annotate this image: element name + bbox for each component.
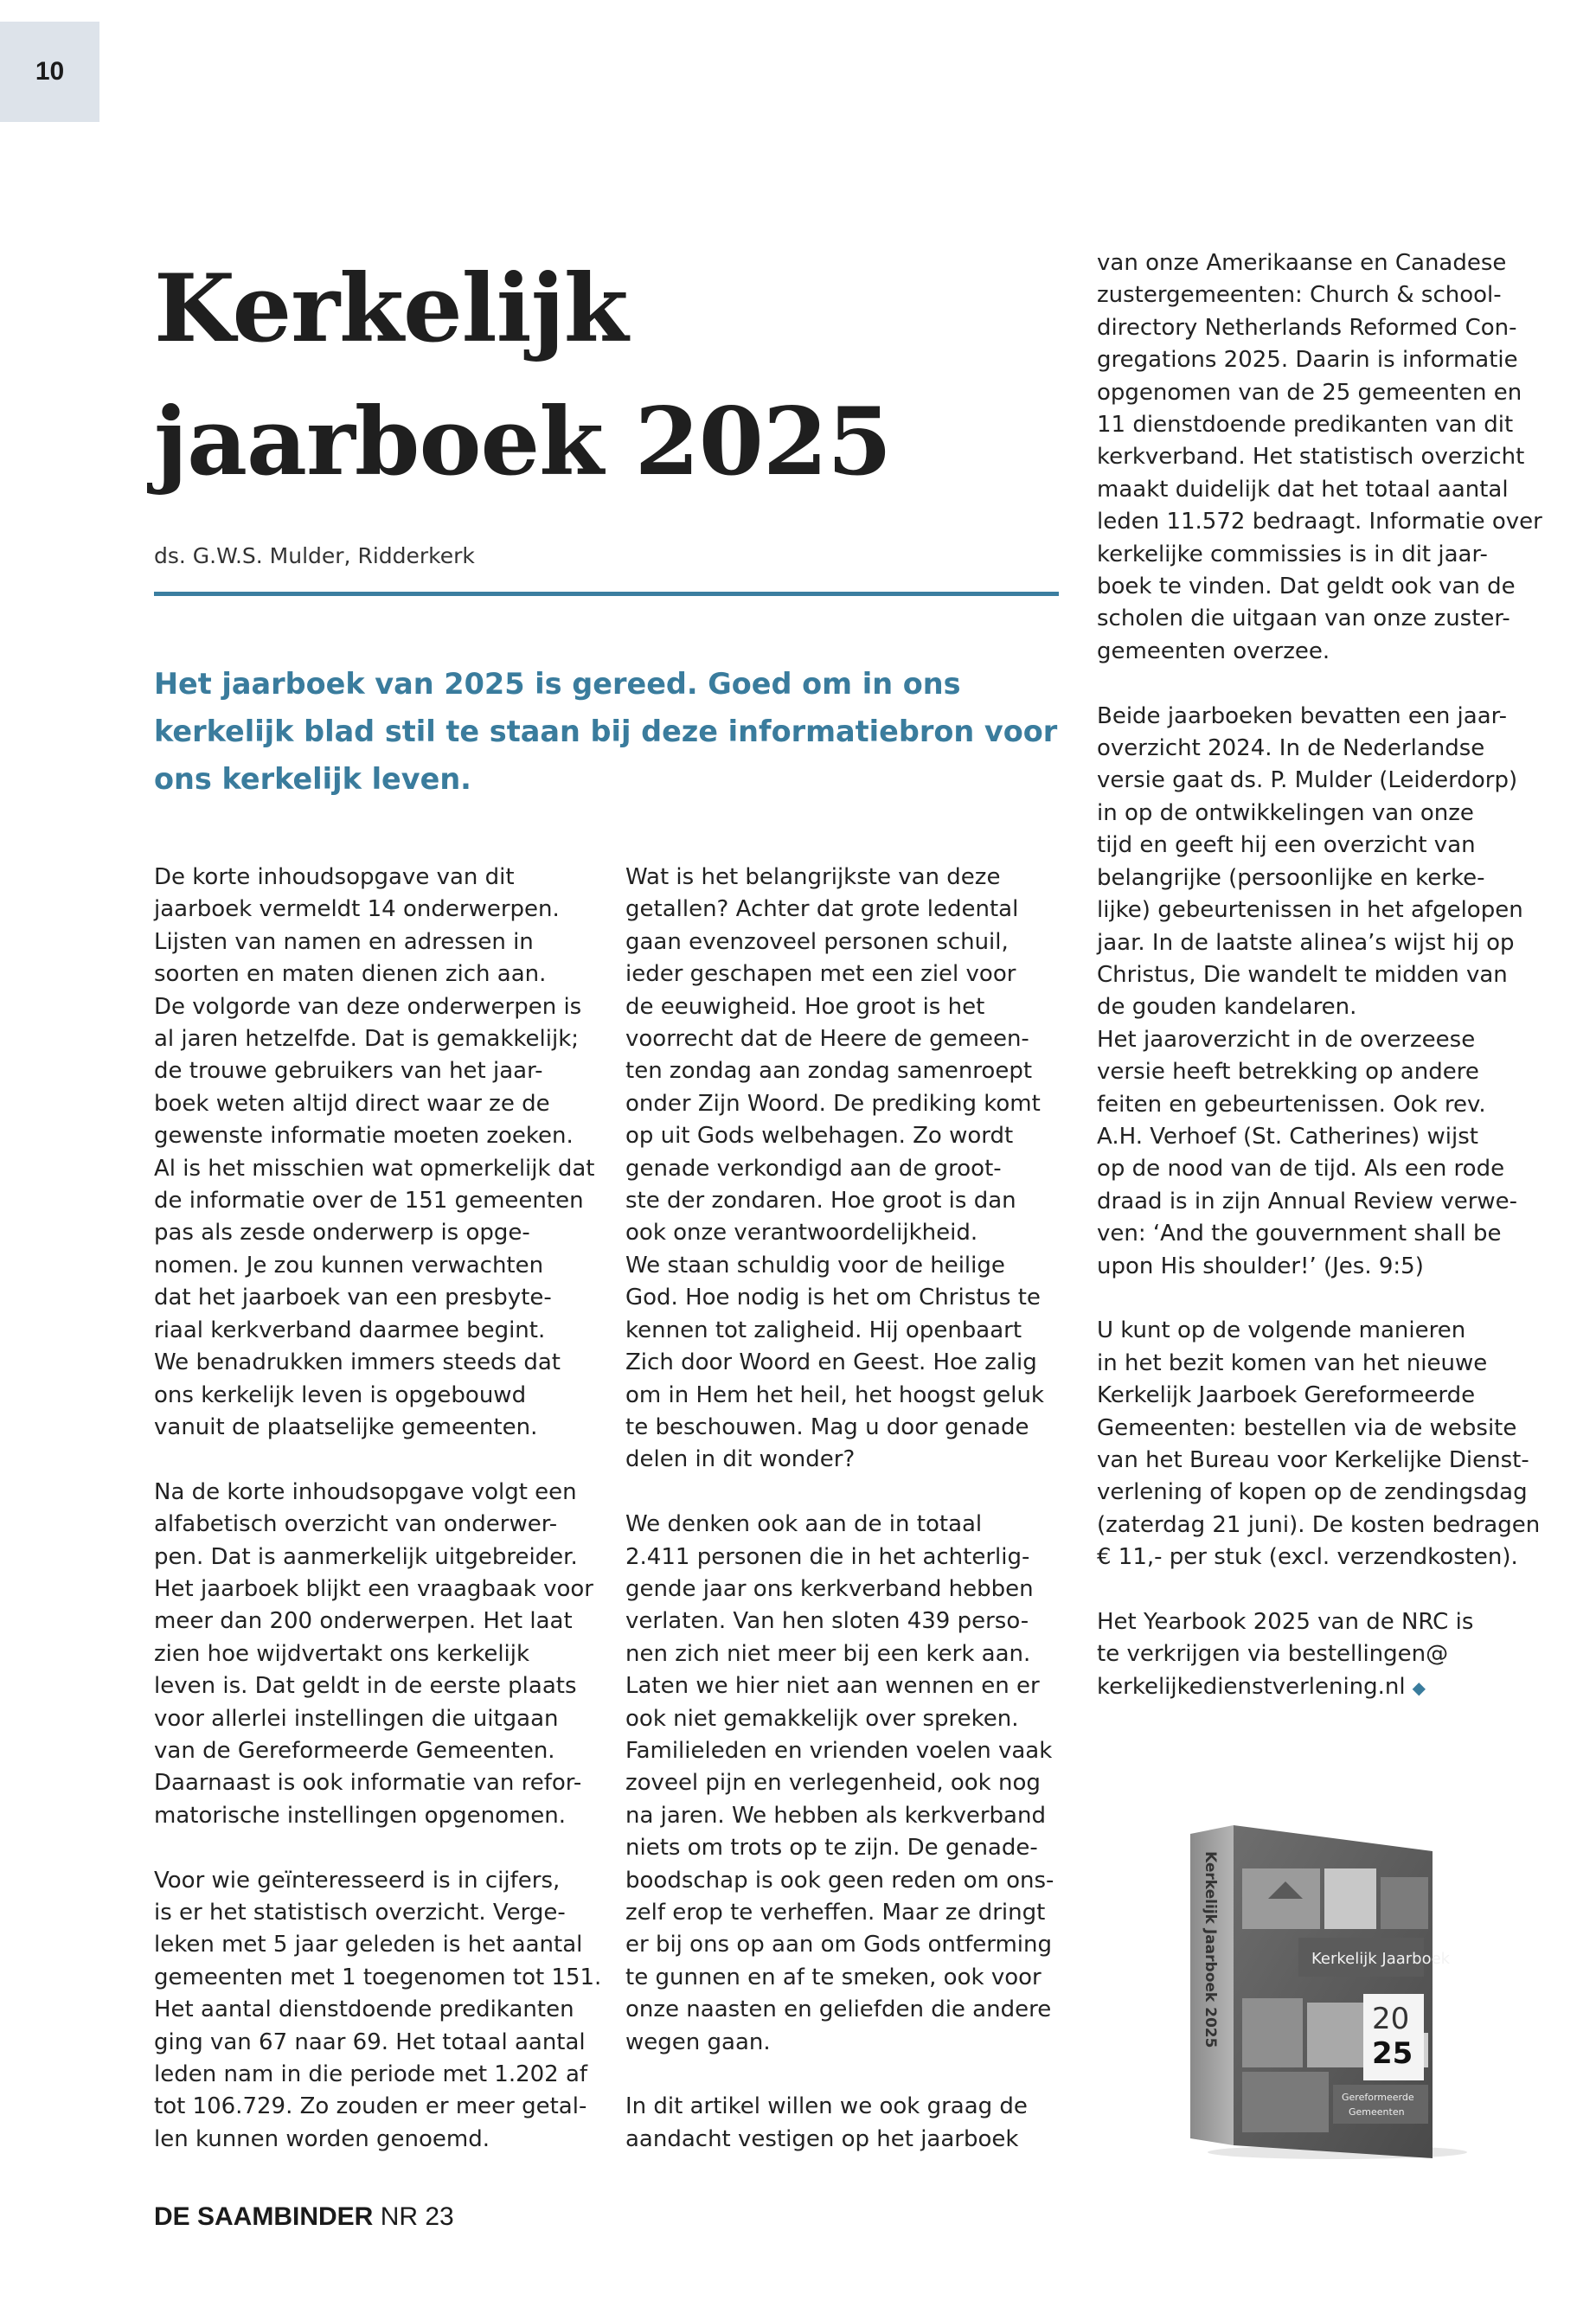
text-line: zustergemeenten: Church & school- [1097,282,1502,309]
text-line: gaan evenzoveel personen schuil, [625,928,1009,955]
body-paragraph [1097,247,1547,668]
text-line: Beide jaarboeken bevatten een jaar- [1097,702,1508,729]
footer-issue: NR 23 [380,2202,454,2231]
cover-title: Kerkelijk Jaarboek [1311,1950,1451,1968]
title-divider [154,592,1059,596]
text-line: niets om trots op te zijn. De genade- [625,1835,1038,1862]
text-column-2 [625,862,1075,2156]
text-line: is er het statistisch overzicht. Verge- [154,1899,566,1926]
text-line: na jaren. We hebben als kerkverband [625,1802,1046,1829]
text-line: voor allerlei instellingen die uitgaan [154,1705,559,1732]
text-line: genade verkondigd aan de groot- [625,1155,1002,1182]
text-line: overzicht 2024. In de Nederlandse [1097,735,1485,762]
text-line: van onze Amerikaanse en Canadese [1097,250,1507,276]
text-line: wegen gaan. [625,2029,771,2055]
text-line: te gunnen en af te smeken, ook voor [625,1964,1042,1990]
text-line: Voor wie geïnteresseerd is in cijfers, [154,1867,561,1894]
text-line: aandacht vestigen op het jaarboek [625,2125,1019,2152]
text-line: kennen tot zaligheid. Hij openbaart [625,1317,1022,1343]
text-line: pas als zesde onderwerp is opge- [154,1220,530,1247]
text-line: Kerkelijk Jaarboek Gereformeerde [1097,1382,1476,1409]
text-line: pen. Dat is aanmerkelijk uitgebreider. [154,1543,578,1570]
text-line: boodschap is ook geen reden om ons- [625,1867,1054,1894]
text-line: Het Yearbook 2025 van de NRC is [1097,1609,1474,1636]
author-byline: ds. G.W.S. Mulder, Ridderkerk [154,543,475,568]
text-line: onze naasten en geliefden die andere [625,1997,1052,2023]
text-line: Na de korte inhoudsopgave volgt een [154,1478,577,1505]
text-line: lijke) gebeurtenissen in het afgelopen [1097,897,1523,924]
body-paragraph [625,1509,1075,2059]
page-footer [154,2202,454,2232]
text-line: op de nood van de tijd. Als een rode [1097,1156,1505,1183]
text-line: de gouden kandelaren. [1097,994,1357,1021]
text-line: A.H. Verhoef (St. Catherines) wijst [1097,1123,1478,1150]
text-line: directory Netherlands Reformed Con- [1097,314,1517,341]
text-line: In dit artikel willen we ook graag de [625,2093,1028,2120]
text-line: U kunt op de volgende manieren [1097,1317,1466,1344]
text-line: belangrijke (persoonlijke en kerke- [1097,864,1485,891]
text-line: boek weten altijd direct waar ze de [154,1090,550,1117]
body-paragraph [1097,1315,1547,1574]
text-line: De korte inhoudsopgave van dit [154,864,515,890]
page-number: 10 [0,22,99,122]
text-line: zien hoe wijdvertakt ons kerkelijk [154,1640,530,1667]
text-line: Al is het misschien wat opmerkelijk dat [154,1155,595,1182]
body-paragraph [625,2091,1075,2156]
text-line: gemeenten overzee. [1097,638,1330,664]
text-line: om in Hem het heil, het hoogst geluk [625,1381,1044,1408]
text-line: riaal kerkverband daarmee begint. [154,1317,546,1343]
text-line: delen in dit wonder? [625,1446,856,1473]
text-line: in het bezit komen van het nieuwe [1097,1349,1488,1376]
text-line: ieder geschapen met een ziel voor [625,961,1016,988]
text-line: Daarnaast is ook informatie van refor- [154,1770,582,1797]
body-paragraph [154,862,604,1444]
text-line: leden nam in die periode met 1.202 af [154,2061,588,2087]
body-paragraph [625,862,1075,1477]
title-line-2: jaarboek 2025 [154,388,892,497]
text-line: Het jaaroverzicht in de overzeese [1097,1026,1476,1053]
text-line: ste der zondaren. Hoe groot is dan [625,1188,1016,1215]
cover-publisher-2: Gemeenten [1349,2106,1405,2118]
text-line: verlening of kopen op de zendingsdag [1097,1479,1528,1506]
text-line: ten zondag aan zondag samenroept [625,1058,1033,1085]
text-column-1 [154,862,604,2156]
title-line-1: Kerkelijk [154,254,628,363]
text-line: De volgorde van deze onderwerpen is [154,993,582,1020]
text-line: Gemeenten: bestellen via de website [1097,1414,1517,1441]
text-line: len kunnen worden genoemd. [154,2125,490,2152]
text-line: draad is in zijn Annual Review verwe- [1097,1188,1518,1215]
text-line: getallen? Achter dat grote ledental [625,896,1019,923]
text-line: versie heeft betrekking op andere [1097,1059,1479,1086]
cover-year-bottom: 25 [1372,2036,1413,2071]
text-line: alfabetisch overzicht van onderwer- [154,1511,558,1538]
text-line: scholen die uitgaan van onze zuster- [1097,606,1510,632]
text-line: er bij ons op aan om Gods ontferming [625,1932,1053,1958]
text-line: (zaterdag 21 juni). De kosten bedragen [1097,1511,1541,1538]
text-line: ook niet gemakkelijk over spreken. [625,1705,1019,1732]
text-line: kerkverband. Het statistisch overzicht [1097,444,1525,471]
text-line: zelf erop te verheffen. Maar ze dringt [625,1899,1046,1926]
article-title [154,242,891,509]
text-line: Het jaarboek blijkt een vraagbaak voor [154,1575,593,1602]
text-line: boek te vinden. Dat geldt ook van de [1097,574,1516,600]
text-line: voorrecht dat de Heere de gemeen- [625,1026,1029,1053]
body-paragraph [1097,701,1547,1283]
text-line: We denken ook aan de in totaal [625,1511,983,1538]
text-line: de trouwe gebruikers van het jaar- [154,1058,543,1085]
cover-spine-text: Kerkelijk Jaarboek 2025 [1202,1851,1219,2048]
body-paragraph [154,1477,604,1832]
text-line: Zich door Woord en Geest. Hoe zalig [625,1349,1037,1376]
text-line: We staan schuldig voor de heilige [625,1252,1005,1279]
text-line: feiten en gebeurtenissen. Ook rev. [1097,1091,1486,1118]
text-line: ook onze verantwoordelijkheid. [625,1220,978,1247]
cover-publisher-1: Gereformeerde [1342,2092,1414,2103]
text-line: ven: ‘And the gouvernment shall be [1097,1221,1502,1247]
text-line: Christus, Die wandelt te midden van [1097,961,1508,988]
body-paragraph [154,1865,604,2157]
text-line: dat het jaarboek van een presbyte- [154,1285,552,1311]
text-line: vanuit de plaatselijke gemeenten. [154,1413,538,1440]
text-line: onder Zijn Woord. De prediking komt [625,1090,1041,1117]
text-line: de eeuwigheid. Hoe groot is het [625,993,985,1020]
text-line: ging van 67 naar 69. Het totaal aantal [154,2029,586,2055]
text-line: al jaren hetzelfde. Dat is gemakkelijk; [154,1026,580,1053]
text-line: nomen. Je zou kunnen verwachten [154,1252,544,1279]
cover-year-top: 20 [1372,2002,1410,2036]
text-line: upon His shoulder!’ (Jes. 9:5) [1097,1253,1424,1279]
footer-magazine: DE SAAMBINDER [154,2202,374,2231]
text-line: opgenomen van de 25 gemeenten en [1097,379,1522,406]
text-line: ons kerkelijk leven is opgebouwd [154,1381,527,1408]
text-line: van het Bureau voor Kerkelijke Dienst- [1097,1447,1529,1473]
yearbook-cover-image [1138,1817,1484,2163]
text-column-3 [1097,247,1547,1704]
text-line: 11 dienstdoende predikanten van dit [1097,412,1514,439]
text-line: gemeenten met 1 toegenomen tot 151. [154,1964,602,1990]
text-line: nen zich niet meer bij een kerk aan. [625,1640,1031,1667]
text-line: de informatie over de 151 gemeenten [154,1188,584,1215]
text-line: kerkelijke commissies is in dit jaar- [1097,541,1488,567]
text-line: We benadrukken immers steeds dat [154,1349,561,1376]
text-line: gende jaar ons kerkverband hebben [625,1575,1034,1602]
text-line: tot 106.729. Zo zouden er meer getal- [154,2093,587,2120]
text-line: jaar. In de laatste alinea’s wijst hij op [1097,929,1515,956]
text-line: 2.411 personen die in het achterlig- [625,1543,1030,1570]
text-line: Familieleden en vrienden voelen vaak [625,1737,1053,1764]
text-line: verlaten. Van hen sloten 439 perso- [625,1608,1029,1635]
end-of-article-icon: ◆ [1412,1676,1426,1698]
text-line: van de Gereformeerde Gemeenten. [154,1737,555,1764]
text-line: in op de ontwikkelingen van onze [1097,799,1474,826]
text-line: Wat is het belangrijkste van deze [625,864,1001,890]
body-paragraph [1097,1606,1547,1704]
text-line: te beschouwen. Mag u door genade [625,1413,1029,1440]
text-line: versie gaat ds. P. Mulder (Leiderdorp) [1097,767,1518,794]
lead-paragraph: Het jaarboek van 2025 is gereed. Goed om in ons kerkelijk blad stil te staan bij deze informatiebron voor ons kerkelijk leven. [154,667,1058,796]
text-line: Het aantal dienstdoende predikanten [154,1997,574,2023]
text-line: tijd en geeft hij een overzicht van [1097,832,1476,859]
text-line: gregations 2025. Daarin is informatie [1097,347,1518,374]
text-line: meer dan 200 onderwerpen. Het laat [154,1608,573,1635]
text-line: op uit Gods welbehagen. Zo wordt [625,1123,1014,1150]
text-line: leven is. Dat geldt in de eerste plaats [154,1673,577,1700]
text-line: te verkrijgen via bestellingen@ [1097,1641,1449,1668]
text-line: God. Hoe nodig is het om Christus te [625,1285,1041,1311]
text-line: Lijsten van namen en adressen in [154,928,534,955]
text-line: leken met 5 jaar geleden is het aantal [154,1932,583,1958]
text-line: jaarboek vermeldt 14 onderwerpen. [154,896,560,923]
text-line: maakt duidelijk dat het totaal aantal [1097,476,1509,503]
text-line: matorische instellingen opgenomen. [154,1802,567,1829]
text-line: zoveel pijn en verlegenheid, ook nog [625,1770,1041,1797]
text-line: € 11,- per stuk (excl. verzendkosten). [1097,1544,1518,1571]
text-line: soorten en maten dienen zich aan. [154,961,547,988]
text-line: kerkelijkedienstverlening.nl [1097,1673,1406,1700]
text-line: gewenste informatie moeten zoeken. [154,1123,574,1150]
text-line: leden 11.572 bedraagt. Informatie over [1097,509,1542,535]
text-line: Laten we hier niet aan wennen en er [625,1673,1040,1700]
